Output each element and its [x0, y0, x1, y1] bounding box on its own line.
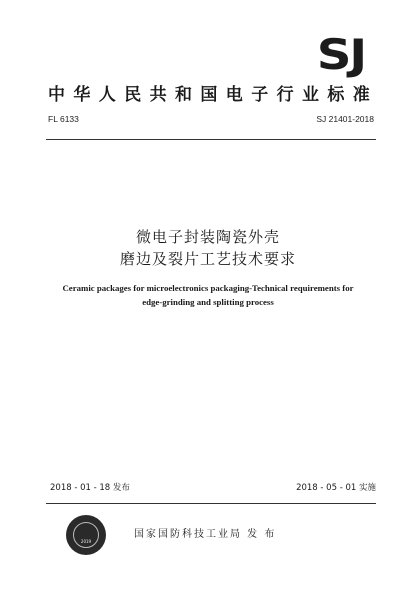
sj-logo: SJ — [316, 30, 365, 79]
standard-category-title: 中华人民共和国电子行业标准 — [48, 85, 379, 105]
footer-divider — [46, 503, 376, 504]
sj-standard-code: SJ 21401-2018 — [316, 114, 374, 124]
seal-inner-ring — [73, 522, 99, 548]
issue-date: 2018 - 01 - 18 发布 — [50, 483, 130, 493]
chinese-title-line-2: 磨边及裂片工艺技术要求 — [119, 250, 296, 268]
chinese-title-line-1: 微电子封装陶瓷外壳 — [135, 228, 280, 246]
publisher-line: 国家国防科技工业局 发 布 — [134, 529, 277, 540]
publisher-seal-icon — [66, 515, 106, 555]
english-title-line-1: Ceramic packages for microelectronics packaging-Technical requirements for — [62, 283, 354, 293]
effective-date: 2018 - 05 - 01 实施 — [296, 483, 376, 493]
fl-code: FL 6133 — [48, 114, 79, 124]
header-divider — [46, 139, 376, 140]
english-title-line-2: edge-grinding and splitting process — [142, 297, 274, 307]
seal-year: 2019 — [80, 539, 92, 544]
